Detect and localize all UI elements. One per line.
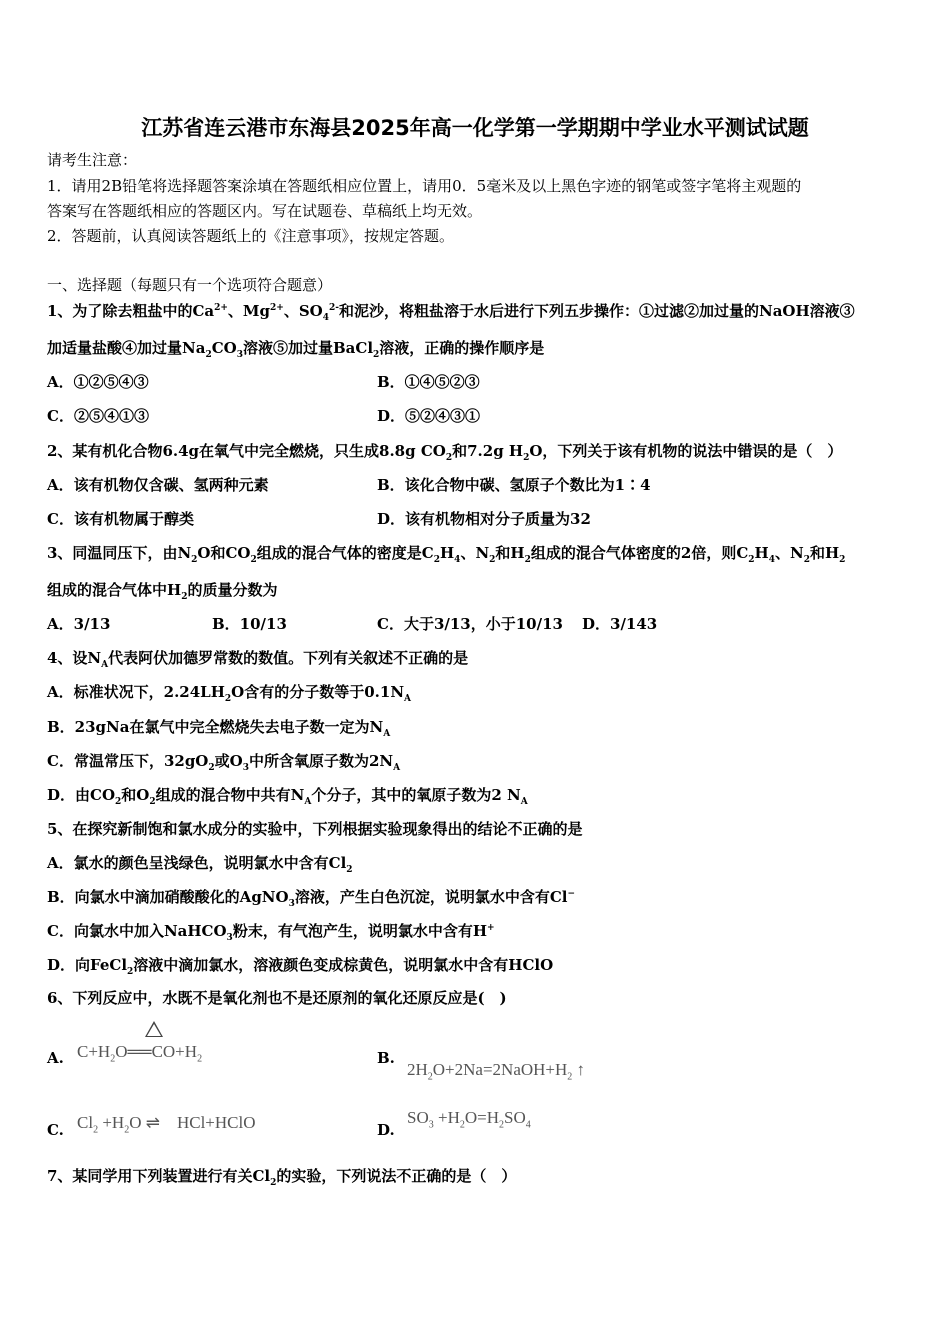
q6-d-label <box>377 1120 395 1140</box>
q5-b <box>47 887 575 907</box>
text-run: 4 <box>322 313 329 323</box>
q5-c <box>47 921 495 941</box>
q6-d-equation <box>407 1108 531 1131</box>
q6-b-label <box>377 1048 395 1068</box>
notice-2 <box>47 226 454 246</box>
text-run: A．该有机物仅含碳、氢两种元素 <box>47 476 269 494</box>
text-run: 答案写在答题纸相应的答题区内。写在试题卷、草稿纸上均无效。 <box>47 202 483 220</box>
q3-c <box>377 614 563 634</box>
section-heading <box>47 275 332 295</box>
q6-a-label <box>47 1048 64 1068</box>
text-run: 组成的混合气体的密度是C <box>256 544 434 562</box>
text-run: 4 <box>525 1119 531 1131</box>
text-run: 2 <box>523 453 530 463</box>
q2-b <box>377 475 651 495</box>
text-run: 2 <box>459 1119 465 1131</box>
text-run: 2 <box>803 555 810 565</box>
q3-a <box>47 614 110 634</box>
text-run: 、SO <box>283 302 323 320</box>
text-run: 2 <box>208 763 215 773</box>
text-run: 、Mg <box>227 302 271 320</box>
text-run: 2 <box>93 1124 99 1136</box>
text-run: H <box>439 544 455 562</box>
text-run: 2H <box>407 1060 428 1079</box>
text-run: 2 <box>524 555 531 565</box>
text-run: 溶液，正确的操作顺序是 <box>379 339 545 357</box>
text-run: B．23gNa在氯气中完全燃烧失去电子数一定为N <box>47 718 384 736</box>
text-run: 和O <box>121 786 150 804</box>
q6-c-label <box>47 1120 64 1140</box>
text-run: A <box>383 729 391 739</box>
text-run: 或O <box>214 752 243 770</box>
q1-stem-a <box>47 301 855 321</box>
text-run: 2 <box>427 1071 433 1083</box>
text-run: D. <box>377 1121 395 1139</box>
text-run: O含有的分子数等于0.1N <box>231 683 405 701</box>
text-run: A <box>393 763 401 773</box>
text-run: 2 <box>197 1053 203 1065</box>
q1-b <box>377 372 480 392</box>
text-run: 和H <box>809 544 840 562</box>
text-run: 3、同温同压下，由N <box>47 544 192 562</box>
text-run: D．该有机物相对分子质量为32 <box>377 510 591 528</box>
text-run: 2 <box>433 555 440 565</box>
text-run: 2+ <box>270 303 284 313</box>
text-run: 3 <box>428 1119 434 1131</box>
text-run: 、N <box>460 544 490 562</box>
text-run: 2 <box>839 555 846 565</box>
text-run: 2 <box>373 350 380 360</box>
text-run: 2 <box>445 453 453 463</box>
text-run: 2 <box>149 797 156 807</box>
text-run: + <box>487 923 495 933</box>
text-run: O=H <box>464 1108 500 1127</box>
text-run: 的质量分数为 <box>187 581 278 599</box>
text-run: 2 <box>346 865 353 875</box>
q6-a-equation <box>77 1042 203 1065</box>
document-title: 江苏省连云港市东海县2025年高一化学第一学期期中学业水平测试试题 <box>141 116 809 140</box>
text-run: B. <box>377 1049 395 1067</box>
text-run: 2 <box>567 1071 573 1083</box>
text-run: O，下列关于该有机物的说法中错误的是（ ） <box>529 442 843 460</box>
q1-c <box>47 406 149 426</box>
text-run: 2 <box>115 797 122 807</box>
q3-stem-a <box>47 543 845 563</box>
q6-b-equation <box>407 1060 586 1083</box>
text-run: 2- <box>329 303 339 313</box>
text-run: 2 <box>499 1119 505 1131</box>
text-run: B．向氯水中滴加硝酸酸化的AgNO <box>47 888 289 906</box>
text-run: D．由CO <box>47 786 116 804</box>
text-run: 粉末，有气泡产生，说明氯水中含有H <box>232 922 487 940</box>
text-run: 和H <box>495 544 525 562</box>
text-run: 2 <box>110 1053 116 1065</box>
text-run: 2 <box>748 555 755 565</box>
text-run: O和CO <box>197 544 251 562</box>
text-run: 2 <box>250 555 257 565</box>
text-run: 1、为了除去粗盐中的Ca <box>47 302 215 320</box>
text-run: +H <box>98 1113 125 1132</box>
text-run: 3 <box>288 899 295 909</box>
text-run: 2 <box>270 1178 277 1188</box>
text-run: A．3/13 <box>47 615 111 633</box>
text-run: 2 <box>127 967 134 977</box>
text-run: D．向FeCl <box>47 956 128 974</box>
text-run: 2 <box>191 555 198 565</box>
notice-1a <box>47 176 801 196</box>
q2-d <box>377 509 591 529</box>
text-run: A <box>101 660 109 670</box>
text-run: D．⑤②④③① <box>377 407 481 425</box>
text-run: 4、设N <box>47 649 102 667</box>
q3-d <box>582 614 657 634</box>
text-run: C．常温常压下，32gO <box>47 752 209 770</box>
q2-a <box>47 475 269 495</box>
text-run: 2．答题前，认真阅读答题纸上的《注意事项》，按规定答题。 <box>47 227 455 245</box>
q1-stem-b <box>47 338 544 358</box>
text-run: SO <box>407 1108 429 1127</box>
text-run: 个分子，其中的氧原子数为2 N <box>311 786 521 804</box>
text-run: O ⇌ HCl+HClO <box>129 1113 256 1132</box>
text-run: B．①④⑤②③ <box>377 373 480 391</box>
text-run: CO <box>211 339 237 357</box>
text-run: C．向氯水中加入NaHCO <box>47 922 227 940</box>
text-run: 加适量盐酸④加过量Na <box>47 339 206 357</box>
text-run: 中所含氧原子数为2N <box>248 752 394 770</box>
q4-d <box>47 785 528 805</box>
q4-stem <box>47 648 468 668</box>
text-run: C．大于3/13，小于10/13 <box>377 615 563 633</box>
text-run: C．该有机物属于醇类 <box>47 510 194 528</box>
text-run: 2 <box>224 694 232 704</box>
text-run: 3 <box>226 933 233 943</box>
q1-a <box>47 372 149 392</box>
text-run: D．3/143 <box>582 615 658 633</box>
text-run: 3 <box>242 763 249 773</box>
text-run: A <box>304 797 312 807</box>
text-run: 3 <box>236 350 243 360</box>
text-run: A．①②⑤④③ <box>47 373 149 391</box>
q7-stem <box>47 1166 516 1186</box>
q4-a <box>47 682 411 702</box>
text-run: SO <box>504 1108 526 1127</box>
q2-stem <box>47 441 842 461</box>
text-run: 组成的混合物中共有N <box>155 786 305 804</box>
q4-c <box>47 751 400 771</box>
text-run: C+H <box>77 1042 111 1061</box>
q4-b <box>47 717 390 737</box>
text-run: 2 <box>205 350 212 360</box>
text-run: 6、下列反应中，水既不是氧化剂也不是还原剂的氧化还原反应是( ) <box>47 989 507 1007</box>
text-run: +H <box>433 1108 460 1127</box>
text-run: A <box>520 797 528 807</box>
text-run: 的实验，下列说法不正确的是（ ） <box>276 1167 517 1185</box>
text-run: H <box>754 544 769 562</box>
text-run: 组成的混合气体中H <box>47 581 182 599</box>
q5-a <box>47 853 353 873</box>
q3-b <box>212 614 287 634</box>
text-run: C．②⑤④①③ <box>47 407 149 425</box>
text-run: 2 <box>124 1124 130 1136</box>
text-run: 代表阿伏加德罗常数的数值。下列有关叙述不正确的是 <box>108 649 469 667</box>
text-run: A．氯水的颜色呈浅绿色，说明氯水中含有Cl <box>47 854 347 872</box>
text-run: 1．请用2B铅笔将选择题答案涂填在答题纸相应位置上，请用0．5毫米及以上黑色字迹的钢笔或签字笔将主观题的 <box>47 177 802 195</box>
text-run: Cl <box>77 1113 94 1132</box>
text-run: 溶液中滴加氯水，溶液颜色变成棕黄色，说明氯水中含有HClO <box>133 956 554 974</box>
q3-stem-b <box>47 580 277 600</box>
q5-d <box>47 955 553 975</box>
text-run: 2、某有机化合物6.4g在氧气中完全燃烧，只生成8.8g CO <box>47 442 446 460</box>
text-run: 4 <box>768 555 775 565</box>
text-run: 4 <box>454 555 461 565</box>
text-run: 2+ <box>214 303 228 313</box>
text-run: 和7.2g H <box>452 442 524 460</box>
text-run: O══CO+H <box>115 1042 198 1061</box>
text-run: 请考生注意： <box>47 151 138 169</box>
text-run: ↑ <box>572 1060 586 1079</box>
text-run: 组成的混合气体密度的2倍，则C <box>530 544 749 562</box>
text-run: C. <box>47 1121 64 1139</box>
text-run: B．10/13 <box>212 615 287 633</box>
text-run: 、N <box>774 544 804 562</box>
text-run: 溶液，产生白色沉淀，说明氯水中含有Cl <box>294 888 568 906</box>
text-run: A <box>404 694 412 704</box>
q6-c-equation <box>77 1108 256 1136</box>
text-run: 5、在探究新制饱和氯水成分的实验中，下列根据实验现象得出的结论不正确的是 <box>47 820 583 838</box>
q2-c <box>47 509 194 529</box>
q1-d <box>377 406 480 426</box>
notice-1b <box>47 201 482 221</box>
text-run: A. <box>47 1049 64 1067</box>
text-run: 7、某同学用下列装置进行有关Cl <box>47 1167 271 1185</box>
text-run: O+2Na=2NaOH+H <box>432 1060 568 1079</box>
text-run: 一、选择题（每题只有一个选项符合题意） <box>47 276 333 294</box>
text-run: 溶液⑤加过量BaCl <box>242 339 374 357</box>
text-run: 和泥沙，将粗盐溶于水后进行下列五步操作：①过滤②加过量的NaOH溶液③ <box>339 302 855 320</box>
notice-heading <box>47 150 137 170</box>
text-run: 2 <box>181 592 188 602</box>
heat-triangle-icon <box>145 1021 163 1037</box>
text-run: − <box>567 889 576 899</box>
q5-stem <box>47 819 582 839</box>
text-run: B．该化合物中碳、氢原子个数比为1∶4 <box>377 476 651 494</box>
text-run: A．标准状况下，2.24LH <box>47 683 225 701</box>
text-run: 2 <box>489 555 496 565</box>
q6-stem <box>47 988 507 1008</box>
